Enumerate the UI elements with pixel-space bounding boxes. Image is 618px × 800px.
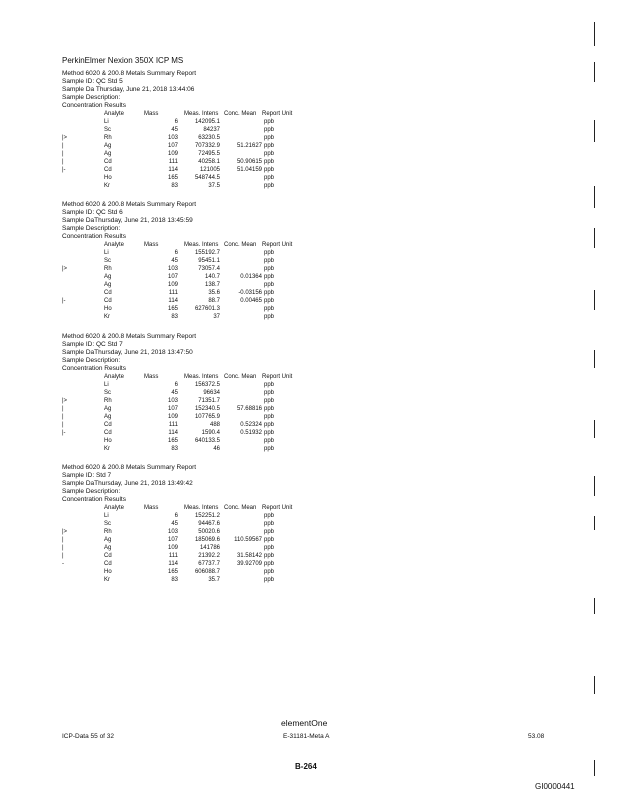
cell-unit: ppb bbox=[264, 175, 275, 181]
table-row bbox=[62, 429, 362, 437]
sample-section bbox=[62, 70, 362, 190]
cell-unit: ppb bbox=[264, 406, 275, 412]
table-row bbox=[62, 297, 362, 305]
cell-mass: 109 bbox=[167, 545, 178, 551]
header-mass: Mass bbox=[144, 242, 159, 248]
sample-date: Sample DaThursday, June 21, 2018 13:49:42 bbox=[62, 480, 193, 487]
header-report-unit: Report Unit bbox=[262, 374, 293, 380]
header-intensity: Meas. Intens bbox=[184, 374, 219, 380]
cell-conc-mean: 50.90615 bbox=[236, 159, 262, 165]
cell-analyte: Cd bbox=[104, 430, 112, 436]
cell-analyte: Ag bbox=[104, 545, 112, 551]
method-line: Method 6020 & 200.8 Metals Summary Report bbox=[62, 201, 197, 208]
page-number: B-264 bbox=[295, 762, 317, 771]
cell-analyte: Sc bbox=[104, 521, 112, 527]
cell-intensity: 138.7 bbox=[204, 282, 220, 288]
cell-unit: ppb bbox=[264, 521, 275, 527]
cell-unit: ppb bbox=[264, 382, 275, 388]
table-row bbox=[62, 389, 362, 397]
cell-mass: 83 bbox=[171, 314, 178, 320]
cell-unit: ppb bbox=[264, 430, 275, 436]
concentration-label: Concentration Results bbox=[62, 496, 126, 503]
scan-edge-mark bbox=[594, 598, 603, 614]
cell-intensity: 71351.7 bbox=[198, 398, 220, 404]
table-row bbox=[62, 142, 362, 150]
cell-mass: 103 bbox=[167, 529, 178, 535]
method-line: Method 6020 & 200.8 Metals Summary Report bbox=[62, 70, 197, 77]
sample-description: Sample Description: bbox=[62, 488, 121, 495]
table-row bbox=[62, 134, 362, 142]
cell-intensity: 152251.2 bbox=[194, 513, 220, 519]
cell-mass: 6 bbox=[174, 250, 178, 256]
footer-job-id: E-31181-Meta A bbox=[283, 733, 330, 740]
table-header bbox=[62, 241, 362, 249]
cell-intensity: 142095.1 bbox=[194, 119, 220, 125]
cell-mass: 6 bbox=[174, 119, 178, 125]
table-row bbox=[62, 273, 362, 281]
cell-unit: ppb bbox=[264, 274, 275, 280]
table-row bbox=[62, 552, 362, 560]
cell-intensity: 73057.4 bbox=[198, 266, 220, 272]
sample-description: Sample Description: bbox=[62, 94, 121, 101]
cell-unit: ppb bbox=[264, 438, 275, 444]
cell-analyte: Cd bbox=[104, 561, 112, 567]
concentration-label: Concentration Results bbox=[62, 102, 126, 109]
method-line: Method 6020 & 200.8 Metals Summary Report bbox=[62, 464, 197, 471]
row-flag: |- bbox=[62, 430, 66, 436]
scan-edge-mark bbox=[594, 290, 603, 310]
header-mass: Mass bbox=[144, 111, 159, 117]
table-row bbox=[62, 257, 362, 265]
header-analyte: Analyte bbox=[104, 374, 125, 380]
cell-mass: 103 bbox=[167, 135, 178, 141]
cell-unit: ppb bbox=[264, 167, 275, 173]
cell-analyte: Cd bbox=[104, 422, 112, 428]
cell-intensity: 50020.6 bbox=[198, 529, 220, 535]
header-report-unit: Report Unit bbox=[262, 505, 293, 511]
table-row bbox=[62, 313, 362, 321]
table-row bbox=[62, 265, 362, 273]
sample-section bbox=[62, 464, 362, 584]
row-flag: | bbox=[62, 553, 64, 559]
sample-description: Sample Description: bbox=[62, 225, 121, 232]
cell-mass: 83 bbox=[171, 577, 178, 583]
cell-analyte: Ag bbox=[104, 151, 112, 157]
cell-mass: 111 bbox=[168, 290, 178, 296]
cell-mass: 45 bbox=[171, 390, 178, 396]
cell-unit: ppb bbox=[264, 398, 275, 404]
cell-mass: 111 bbox=[168, 422, 178, 428]
cell-analyte: Sc bbox=[104, 258, 112, 264]
cell-mass: 45 bbox=[171, 127, 178, 133]
table-row bbox=[62, 421, 362, 429]
cell-mass: 109 bbox=[167, 151, 178, 157]
header-analyte: Analyte bbox=[104, 505, 125, 511]
header-mass: Mass bbox=[144, 505, 159, 511]
cell-mass: 107 bbox=[167, 143, 178, 149]
sample-date: Sample DaThursday, June 21, 2018 13:45:59 bbox=[62, 217, 193, 224]
header-conc-mean: Conc. Mean bbox=[224, 111, 257, 117]
cell-intensity: 96634 bbox=[203, 390, 220, 396]
cell-unit: ppb bbox=[264, 513, 275, 519]
concentration-label: Concentration Results bbox=[62, 233, 126, 240]
cell-unit: ppb bbox=[264, 258, 275, 264]
table-row bbox=[62, 413, 362, 421]
cell-intensity: 40258.1 bbox=[198, 159, 220, 165]
table-row bbox=[62, 305, 362, 313]
cell-intensity: 72495.5 bbox=[198, 151, 220, 157]
cell-mass: 165 bbox=[167, 175, 178, 181]
sample-id: Sample ID: QC Std 6 bbox=[62, 209, 123, 216]
cell-unit: ppb bbox=[264, 250, 275, 256]
cell-unit: ppb bbox=[264, 127, 275, 133]
cell-conc-mean: 31.58142 bbox=[236, 553, 262, 559]
cell-intensity: 488 bbox=[209, 422, 220, 428]
cell-intensity: 606088.7 bbox=[194, 569, 220, 575]
cell-analyte: Ho bbox=[104, 438, 112, 444]
cell-analyte: Rh bbox=[104, 398, 112, 404]
cell-analyte: Rh bbox=[104, 135, 112, 141]
cell-intensity: 107765.9 bbox=[194, 414, 220, 420]
row-flag: |> bbox=[62, 529, 68, 535]
cell-unit: ppb bbox=[264, 298, 275, 304]
cell-unit: ppb bbox=[264, 159, 275, 165]
table-row bbox=[62, 166, 362, 174]
cell-mass: 103 bbox=[167, 398, 178, 404]
cell-conc-mean: 0.01364 bbox=[240, 274, 262, 280]
cell-analyte: Kr bbox=[104, 183, 110, 189]
row-flag: | bbox=[62, 406, 64, 412]
sample-date: Sample DaThursday, June 21, 2018 13:47:50 bbox=[62, 349, 193, 356]
cell-unit: ppb bbox=[264, 422, 275, 428]
scan-edge-mark bbox=[594, 228, 603, 248]
cell-mass: 114 bbox=[168, 298, 178, 304]
table-row bbox=[62, 512, 362, 520]
header-intensity: Meas. Intens bbox=[184, 242, 219, 248]
cell-intensity: 84237 bbox=[203, 127, 220, 133]
cell-intensity: 37 bbox=[213, 314, 220, 320]
cell-mass: 111 bbox=[168, 553, 178, 559]
header-intensity: Meas. Intens bbox=[184, 111, 219, 117]
cell-intensity: 155192.7 bbox=[194, 250, 220, 256]
cell-conc-mean: 0.00465 bbox=[240, 298, 262, 304]
cell-analyte: Ag bbox=[104, 537, 112, 543]
table-row bbox=[62, 528, 362, 536]
cell-intensity: 37.5 bbox=[208, 183, 220, 189]
cell-conc-mean: 0.51932 bbox=[240, 430, 262, 436]
cell-intensity: 94467.6 bbox=[198, 521, 220, 527]
cell-analyte: Cd bbox=[104, 167, 112, 173]
scan-edge-mark bbox=[594, 120, 603, 142]
cell-mass: 45 bbox=[171, 258, 178, 264]
cell-analyte: Cd bbox=[104, 553, 112, 559]
cell-intensity: 152340.5 bbox=[194, 406, 220, 412]
cell-conc-mean: 57.68816 bbox=[236, 406, 262, 412]
cell-analyte: Ag bbox=[104, 414, 112, 420]
cell-mass: 109 bbox=[167, 282, 178, 288]
cell-mass: 107 bbox=[167, 537, 178, 543]
cell-intensity: 640133.5 bbox=[194, 438, 220, 444]
sample-section bbox=[62, 333, 362, 453]
cell-intensity: 88.7 bbox=[208, 298, 220, 304]
scan-edge-mark bbox=[594, 476, 603, 496]
row-flag: - bbox=[62, 561, 64, 567]
footer-number: 53.08 bbox=[528, 733, 545, 740]
table-row bbox=[62, 174, 362, 182]
cell-conc-mean: -0.03156 bbox=[238, 290, 262, 296]
cell-unit: ppb bbox=[264, 314, 275, 320]
cell-analyte: Sc bbox=[104, 127, 112, 133]
cell-analyte: Ag bbox=[104, 143, 112, 149]
report-title: PerkinElmer Nexion 350X ICP MS bbox=[62, 56, 184, 65]
cell-analyte: Li bbox=[104, 513, 109, 519]
scan-edge-mark bbox=[594, 420, 603, 438]
row-flag: | bbox=[62, 143, 64, 149]
cell-unit: ppb bbox=[264, 414, 275, 420]
table-row bbox=[62, 437, 362, 445]
row-flag: | bbox=[62, 545, 64, 551]
sample-id: Sample ID: QC Std 5 bbox=[62, 78, 123, 85]
cell-intensity: 95451.1 bbox=[198, 258, 220, 264]
table-header bbox=[62, 110, 362, 118]
table-row bbox=[62, 568, 362, 576]
scan-edge-mark bbox=[594, 62, 603, 82]
cell-intensity: 63230.5 bbox=[198, 135, 220, 141]
scan-edge-mark bbox=[594, 760, 603, 776]
cell-mass: 6 bbox=[174, 513, 178, 519]
cell-analyte: Kr bbox=[104, 314, 110, 320]
cell-mass: 114 bbox=[168, 430, 178, 436]
cell-unit: ppb bbox=[264, 119, 275, 125]
cell-unit: ppb bbox=[264, 143, 275, 149]
row-flag: | bbox=[62, 422, 64, 428]
cell-conc-mean: 51.21627 bbox=[236, 143, 262, 149]
header-analyte: Analyte bbox=[104, 242, 125, 248]
scan-edge-mark bbox=[594, 676, 603, 694]
cell-mass: 6 bbox=[174, 382, 178, 388]
sample-id: Sample ID: Std 7 bbox=[62, 472, 112, 479]
cell-mass: 165 bbox=[167, 569, 178, 575]
table-row bbox=[62, 249, 362, 257]
cell-conc-mean: 110.59567 bbox=[234, 537, 262, 543]
cell-mass: 107 bbox=[167, 406, 178, 412]
cell-conc-mean: 51.04159 bbox=[236, 167, 262, 173]
table-row bbox=[62, 182, 362, 190]
table-row bbox=[62, 397, 362, 405]
cell-analyte: Li bbox=[104, 119, 109, 125]
table-row bbox=[62, 405, 362, 413]
cell-analyte: Cd bbox=[104, 298, 112, 304]
cell-unit: ppb bbox=[264, 290, 275, 296]
table-row bbox=[62, 544, 362, 552]
cell-unit: ppb bbox=[264, 529, 275, 535]
cell-unit: ppb bbox=[264, 390, 275, 396]
row-flag: |> bbox=[62, 266, 68, 272]
table-header bbox=[62, 504, 362, 512]
row-flag: | bbox=[62, 537, 64, 543]
header-conc-mean: Conc. Mean bbox=[224, 505, 257, 511]
row-flag: |- bbox=[62, 298, 66, 304]
table-row bbox=[62, 536, 362, 544]
cell-mass: 107 bbox=[167, 274, 178, 280]
cell-analyte: Kr bbox=[104, 446, 110, 452]
cell-conc-mean: 0.52324 bbox=[240, 422, 262, 428]
cell-intensity: 185069.6 bbox=[194, 537, 220, 543]
cell-unit: ppb bbox=[264, 537, 275, 543]
cell-analyte: Ag bbox=[104, 282, 112, 288]
cell-unit: ppb bbox=[264, 553, 275, 559]
sample-date: Sample Da Thursday, June 21, 2018 13:44:06 bbox=[62, 86, 195, 93]
sample-section bbox=[62, 201, 362, 321]
row-flag: | bbox=[62, 414, 64, 420]
cell-mass: 103 bbox=[167, 266, 178, 272]
cell-unit: ppb bbox=[264, 282, 275, 288]
cell-unit: ppb bbox=[264, 151, 275, 157]
scan-edge-mark bbox=[594, 186, 603, 208]
cell-mass: 114 bbox=[168, 561, 178, 567]
table-row bbox=[62, 126, 362, 134]
cell-intensity: 35.7 bbox=[208, 577, 220, 583]
cell-analyte: Ag bbox=[104, 274, 112, 280]
table-row bbox=[62, 281, 362, 289]
header-mass: Mass bbox=[144, 374, 159, 380]
cell-unit: ppb bbox=[264, 183, 275, 189]
scan-edge-mark bbox=[594, 350, 603, 368]
cell-analyte: Cd bbox=[104, 290, 112, 296]
cell-analyte: Cd bbox=[104, 159, 112, 165]
row-flag: |> bbox=[62, 398, 68, 404]
table-row bbox=[62, 150, 362, 158]
cell-intensity: 548744.5 bbox=[194, 175, 220, 181]
cell-intensity: 627601.3 bbox=[194, 306, 220, 312]
document-id: GI0000441 bbox=[535, 782, 575, 791]
footer-page-ref: ICP-Data 55 of 32 bbox=[62, 733, 115, 740]
row-flag: | bbox=[62, 159, 64, 165]
header-conc-mean: Conc. Mean bbox=[224, 374, 257, 380]
cell-analyte: Ho bbox=[104, 569, 112, 575]
cell-unit: ppb bbox=[264, 545, 275, 551]
cell-mass: 165 bbox=[167, 438, 178, 444]
table-row bbox=[62, 289, 362, 297]
header-conc-mean: Conc. Mean bbox=[224, 242, 257, 248]
row-flag: |- bbox=[62, 167, 66, 173]
table-row bbox=[62, 520, 362, 528]
cell-analyte: Li bbox=[104, 250, 109, 256]
cell-intensity: 141786 bbox=[199, 545, 220, 551]
table-row bbox=[62, 381, 362, 389]
sample-description: Sample Description: bbox=[62, 357, 121, 364]
cell-intensity: 1590.4 bbox=[201, 430, 220, 436]
table-header bbox=[62, 373, 362, 381]
scan-edge-mark bbox=[594, 22, 603, 46]
cell-unit: ppb bbox=[264, 577, 275, 583]
cell-analyte: Ag bbox=[104, 406, 112, 412]
cell-mass: 45 bbox=[171, 521, 178, 527]
row-flag: |> bbox=[62, 135, 68, 141]
cell-analyte: Sc bbox=[104, 390, 112, 396]
table-row bbox=[62, 560, 362, 568]
cell-mass: 165 bbox=[167, 306, 178, 312]
table-row bbox=[62, 445, 362, 453]
cell-analyte: Kr bbox=[104, 577, 110, 583]
cell-intensity: 67737.7 bbox=[198, 561, 220, 567]
cell-intensity: 156372.5 bbox=[194, 382, 220, 388]
cell-mass: 109 bbox=[167, 414, 178, 420]
method-line: Method 6020 & 200.8 Metals Summary Report bbox=[62, 333, 197, 340]
scan-edge-mark bbox=[594, 516, 603, 530]
cell-mass: 111 bbox=[168, 159, 178, 165]
header-intensity: Meas. Intens bbox=[184, 505, 219, 511]
sample-id: Sample ID: QC Std 7 bbox=[62, 341, 123, 348]
cell-unit: ppb bbox=[264, 561, 275, 567]
header-report-unit: Report Unit bbox=[262, 111, 293, 117]
table-row bbox=[62, 158, 362, 166]
table-row bbox=[62, 576, 362, 584]
concentration-label: Concentration Results bbox=[62, 365, 126, 372]
cell-unit: ppb bbox=[264, 569, 275, 575]
cell-unit: ppb bbox=[264, 446, 275, 452]
cell-intensity: 707332.9 bbox=[194, 143, 220, 149]
brand-name: elementOne bbox=[281, 718, 328, 728]
cell-intensity: 46 bbox=[213, 446, 220, 452]
cell-mass: 83 bbox=[171, 446, 178, 452]
cell-intensity: 35.6 bbox=[208, 290, 220, 296]
cell-intensity: 140.7 bbox=[204, 274, 220, 280]
cell-analyte: Rh bbox=[104, 266, 112, 272]
cell-analyte: Rh bbox=[104, 529, 112, 535]
cell-unit: ppb bbox=[264, 135, 275, 141]
cell-analyte: Ho bbox=[104, 306, 112, 312]
cell-mass: 114 bbox=[168, 167, 178, 173]
cell-analyte: Ho bbox=[104, 175, 112, 181]
cell-unit: ppb bbox=[264, 306, 275, 312]
cell-analyte: Li bbox=[104, 382, 109, 388]
header-report-unit: Report Unit bbox=[262, 242, 293, 248]
header-analyte: Analyte bbox=[104, 111, 125, 117]
cell-intensity: 21392.2 bbox=[198, 553, 220, 559]
cell-intensity: 121005 bbox=[199, 167, 220, 173]
cell-mass: 83 bbox=[171, 183, 178, 189]
cell-unit: ppb bbox=[264, 266, 275, 272]
cell-conc-mean: 39.92709 bbox=[236, 561, 262, 567]
row-flag: | bbox=[62, 151, 64, 157]
table-row bbox=[62, 118, 362, 126]
